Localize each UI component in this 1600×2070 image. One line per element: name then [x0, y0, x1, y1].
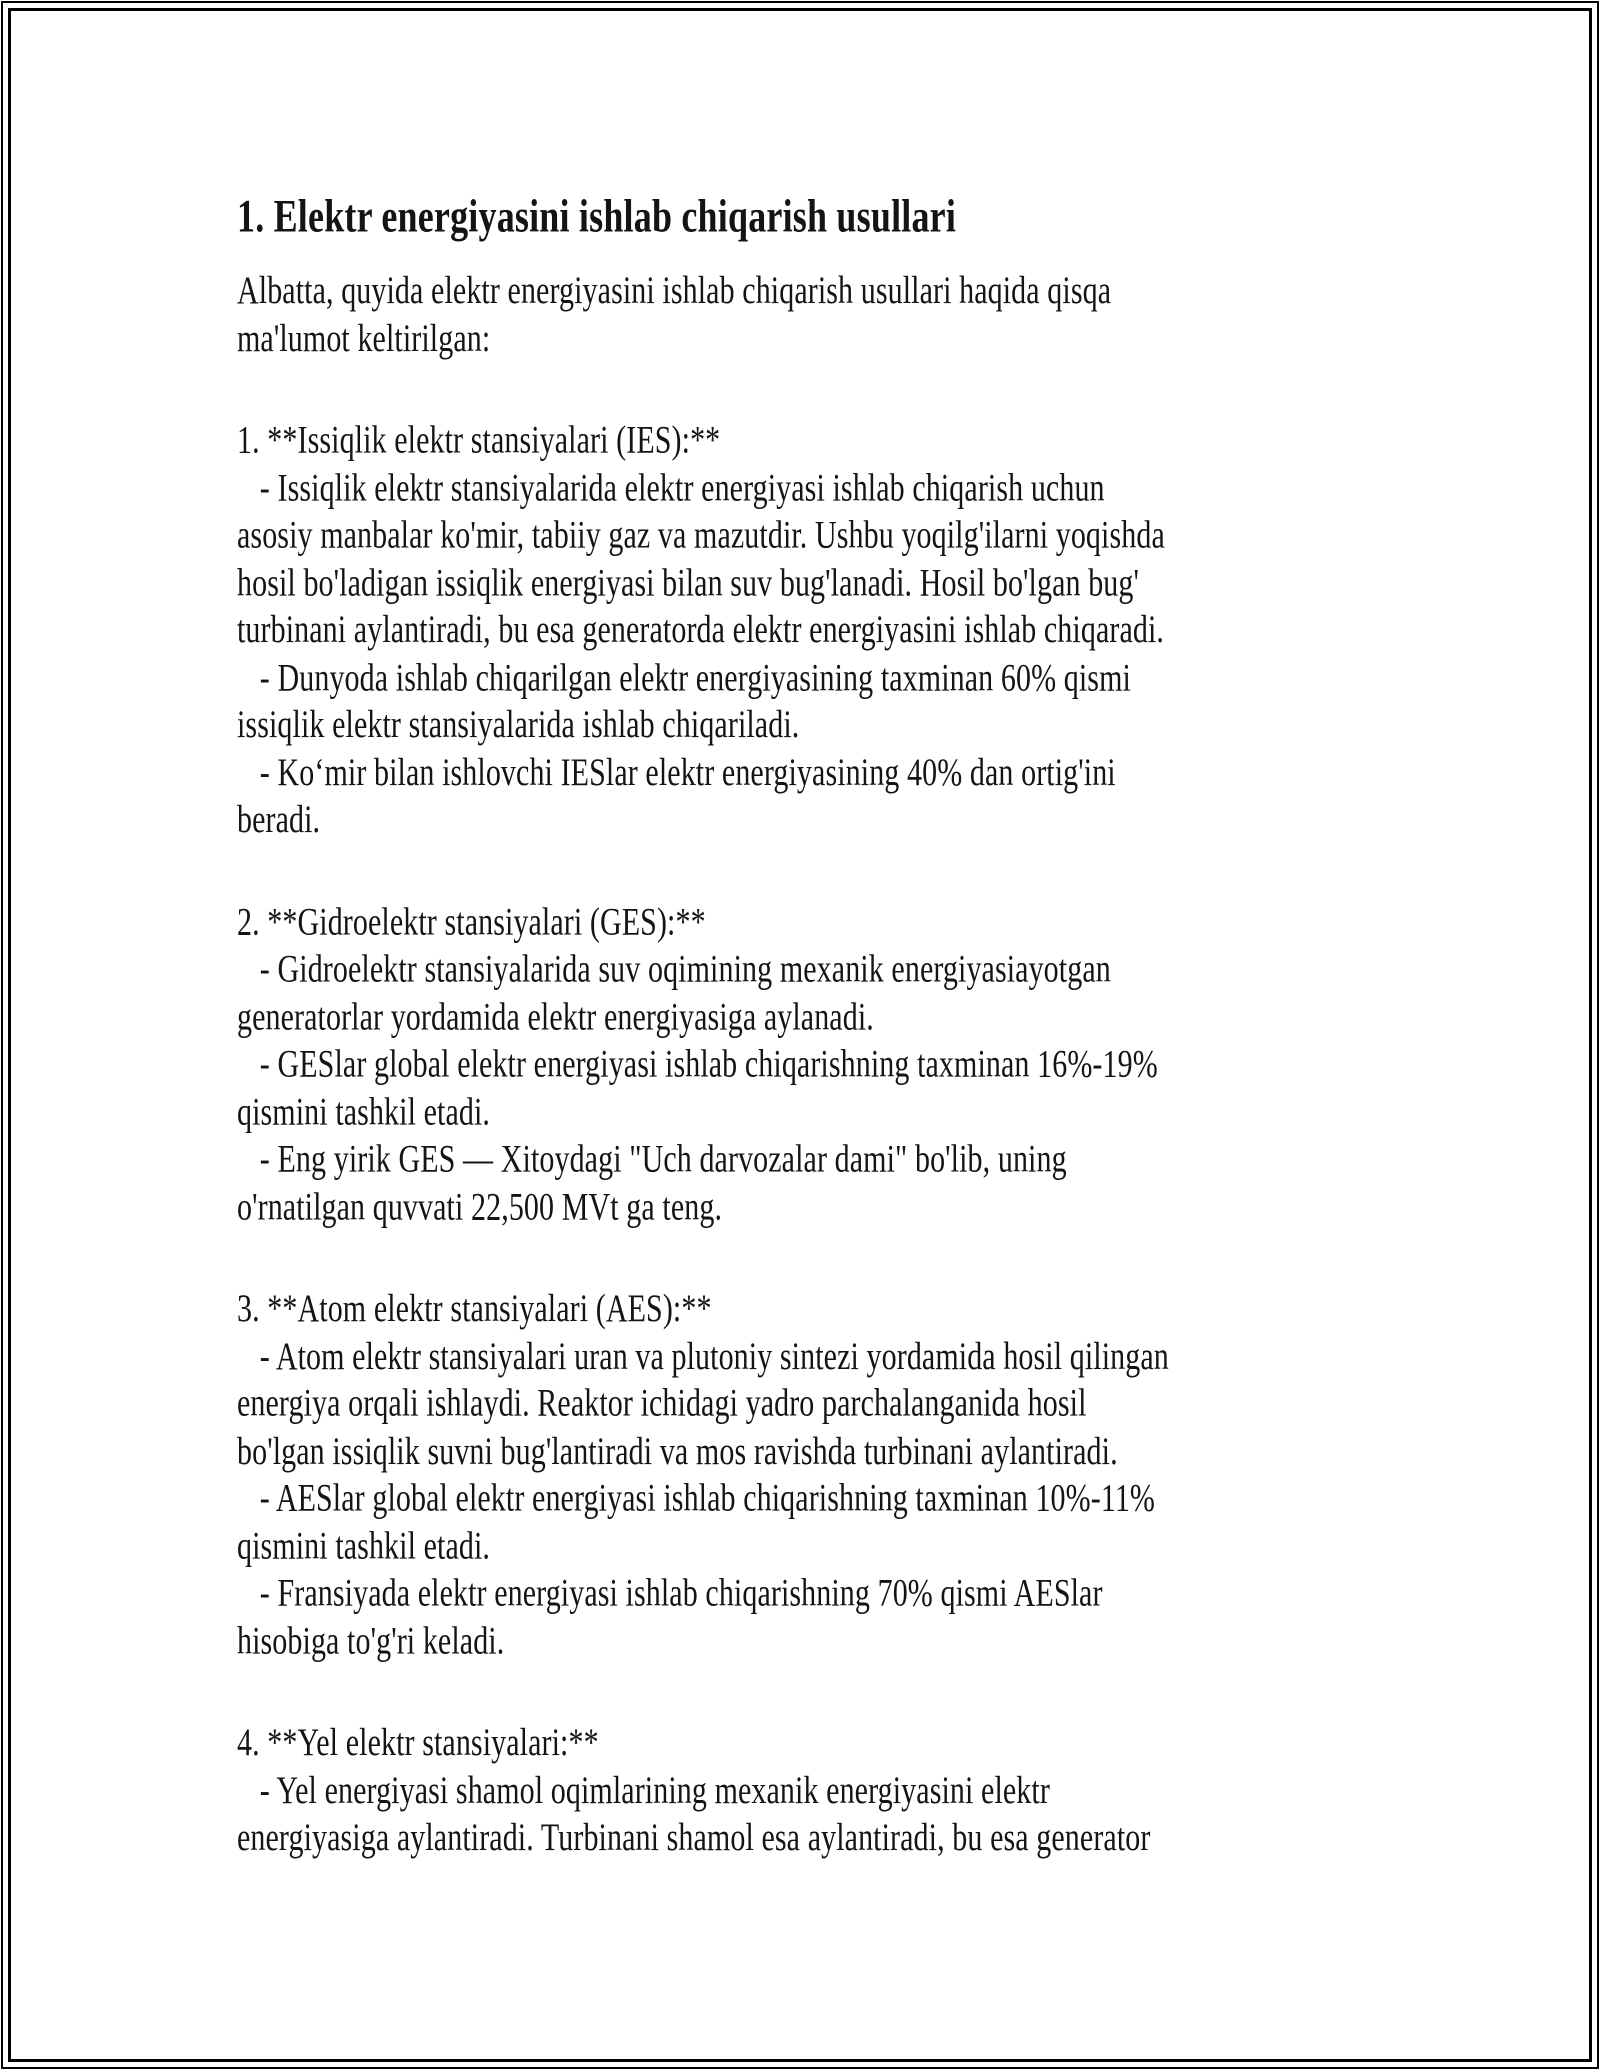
- text-line: - Ko‘mir bilan ishlovchi IESlar elektr energiyasining 40% dan ortig'ini: [237, 750, 1116, 794]
- text-line: - Yel energiyasi shamol oqimlarining mexanik energiyasini elektr: [237, 1768, 1050, 1812]
- section-atom-aes: [237, 1286, 1377, 1666]
- section-gidroelektr-ges: [237, 899, 1377, 1231]
- text-line: asosiy manbalar ko'mir, tabiiy gaz va mazutdir. Ushbu yoqilg'ilarni yoqishda: [237, 513, 1165, 557]
- text-line: o'rnatilgan quvvati 22,500 MVt ga teng.: [237, 1184, 723, 1228]
- text-line: hosil bo'ladigan issiqlik energiyasi bilan suv bug'lanadi. Hosil bo'lgan bug': [237, 560, 1140, 604]
- text-line: beradi.: [237, 798, 321, 842]
- document-body: [237, 0, 1377, 1862]
- text-line: - Issiqlik elektr stansiyalarida elektr energiyasi ishlab chiqarish uchun: [237, 466, 1105, 509]
- text-line: ma'lumot keltirilgan:: [237, 316, 491, 360]
- text-line: 1. **Issiqlik elektr stansiyalari (IES):**: [237, 418, 721, 462]
- text-line: generatorlar yordamida elektr energiyasiga aylanadi.: [237, 995, 874, 1039]
- text-line: issiqlik elektr stansiyalarida ishlab chiqariladi.: [237, 703, 800, 747]
- text-line: qismini tashkil etadi.: [237, 1524, 491, 1568]
- document-blocks: [237, 268, 1377, 1862]
- text-line: - Eng yirik GES — Xitoydagi "Uch darvozalar dami" bo'lib, uning: [237, 1137, 1067, 1181]
- text-line: Albatta, quyida elektr energiyasini ishlab chiqarish usullari haqida qisqa: [237, 269, 1112, 312]
- text-line: - Atom elektr stansiyalari uran va plutoniy sintezi yordamida hosil qilingan: [237, 1334, 1169, 1378]
- text-line: qismini tashkil etadi.: [237, 1090, 491, 1133]
- text-line: - Fransiyada elektr energiyasi ishlab chiqarishning 70% qismi AESlar: [237, 1571, 1103, 1615]
- text-line: energiya orqali ishlaydi. Reaktor ichidagi yadro parchalanganida hosil: [237, 1381, 1087, 1425]
- text-line: turbinani aylantiradi, bu esa generatorda elektr energiyasini ishlab chiqaradi.: [237, 608, 1165, 652]
- text-line: - GESlar global elektr energiyasi ishlab chiqarishning taxminan 16%-19%: [237, 1042, 1158, 1086]
- text-line: energiyasiga aylantiradi. Turbinani shamol esa aylantiradi, bu esa generator: [237, 1816, 1151, 1859]
- text-line: 2. **Gidroelektr stansiyalari (GES):**: [237, 900, 706, 944]
- document-title: 1. Elektr energiyasini ishlab chiqarish usullari: [237, 189, 957, 242]
- text-line: - Gidroelektr stansiyalarida suv oqimining mexanik energiyasiayotgan: [237, 947, 1111, 991]
- text-line: - AESlar global elektr energiyasi ishlab chiqarishning taxminan 10%-11%: [237, 1476, 1156, 1520]
- section-issiqlik-ies: [237, 417, 1377, 844]
- text-line: 3. **Atom elektr stansiyalari (AES):**: [237, 1287, 712, 1330]
- intro-paragraph: [237, 268, 1377, 363]
- text-line: - Dunyoda ishlab chiqarilgan elektr energiyasining taxminan 60% qismi: [237, 655, 1131, 699]
- section-yel: [237, 1720, 1377, 1862]
- text-line: bo'lgan issiqlik suvni bug'lantiradi va mos ravishda turbinani aylantiradi.: [237, 1429, 1118, 1473]
- text-line: 4. **Yel elektr stansiyalari:**: [237, 1721, 599, 1765]
- text-line: hisobiga to'g'ri keladi.: [237, 1619, 505, 1663]
